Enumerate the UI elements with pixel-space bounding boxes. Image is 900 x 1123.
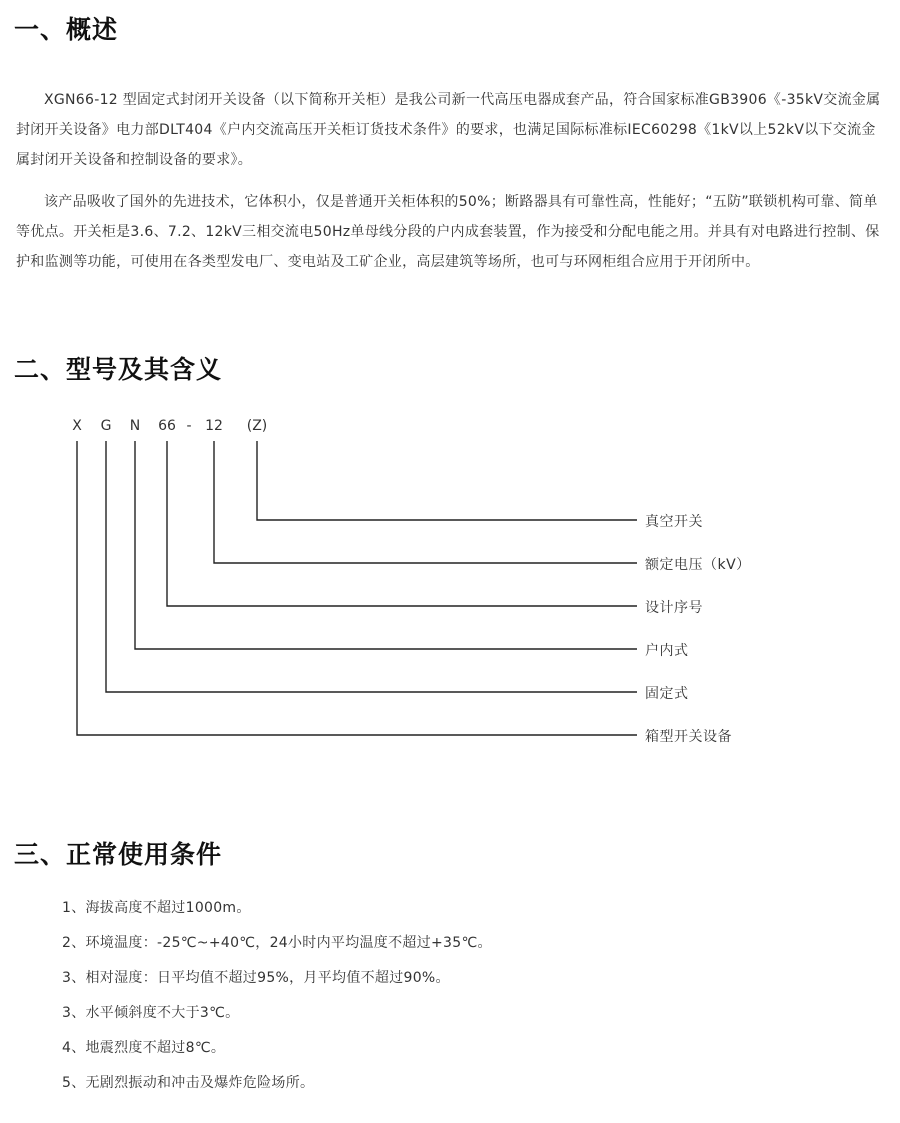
meaning-vacuum-switch: 真空开关 xyxy=(645,514,703,530)
condition-item: 3、水平倾斜度不大于3℃。 xyxy=(62,1005,240,1021)
leader-line-n xyxy=(135,441,637,649)
leader-line-g xyxy=(106,441,637,692)
condition-item: 3、相对湿度：日平均值不超过95%，月平均值不超过90%。 xyxy=(62,970,450,986)
meaning-box-switchgear: 箱型开关设备 xyxy=(645,729,732,745)
section-title-model: 二、型号及其含义 xyxy=(14,355,223,384)
overview-paragraph-2: 该产品吸收了国外的先进技术，它体积小，仅是普通开关柜体积的50%；断路器具有可靠性高，性能好；“五防”联锁机构可靠、简单等优点。开关柜是3.6、7.2、12kV三相交流电50Hz单母线分段的户内成套装置，作为接受和分配电能之用。并具有对电路进行控制、保护和监测等功能，可使用在各类型发电厂、变电站及工矿企业，高层建筑等场所，也可与环网柜组合应用于开闭所中。 xyxy=(16,194,880,270)
meaning-fixed: 固定式 xyxy=(645,686,689,702)
condition-item: 4、地震烈度不超过8℃。 xyxy=(62,1040,226,1056)
meaning-design-number: 设计序号 xyxy=(645,600,703,616)
condition-item: 2、环境温度：-25℃~+40℃，24小时内平均温度不超过+35℃。 xyxy=(62,935,492,951)
leader-line-z xyxy=(257,441,637,520)
code-part-dash: - xyxy=(186,418,192,434)
leader-line-x xyxy=(77,441,637,735)
meaning-rated-voltage: 额定电压（kV） xyxy=(645,557,751,573)
leader-line-66 xyxy=(167,441,637,606)
condition-item: 5、无剧烈振动和冲击及爆炸危险场所。 xyxy=(62,1075,315,1091)
overview-paragraph-1: XGN66-12 型固定式封闭开关设备（以下简称开关柜）是我公司新一代高压电器成套产品，符合国家标准GB3906《-35kV交流金属封闭开关设备》电力部DLT404《户内交流高压开关柜订货技术条件》的要求，也满足国际标准标IEC60298《1kV以上52kV以下交流金属封闭开关设备和控制设备的要求》。 xyxy=(16,92,881,168)
section-title-conditions: 三、正常使用条件 xyxy=(14,840,223,869)
leader-line-12 xyxy=(214,441,637,563)
condition-item: 1、海拔高度不超过1000m。 xyxy=(62,900,251,916)
meaning-indoor: 户内式 xyxy=(645,643,689,659)
code-part-g: G xyxy=(100,418,112,434)
code-part-z: (Z) xyxy=(246,418,268,434)
code-part-n: N xyxy=(129,418,141,434)
code-part-12: 12 xyxy=(205,418,223,434)
code-part-x: X xyxy=(72,418,82,434)
section-title-overview: 一、概述 xyxy=(14,15,119,44)
code-part-66: 66 xyxy=(158,418,176,434)
